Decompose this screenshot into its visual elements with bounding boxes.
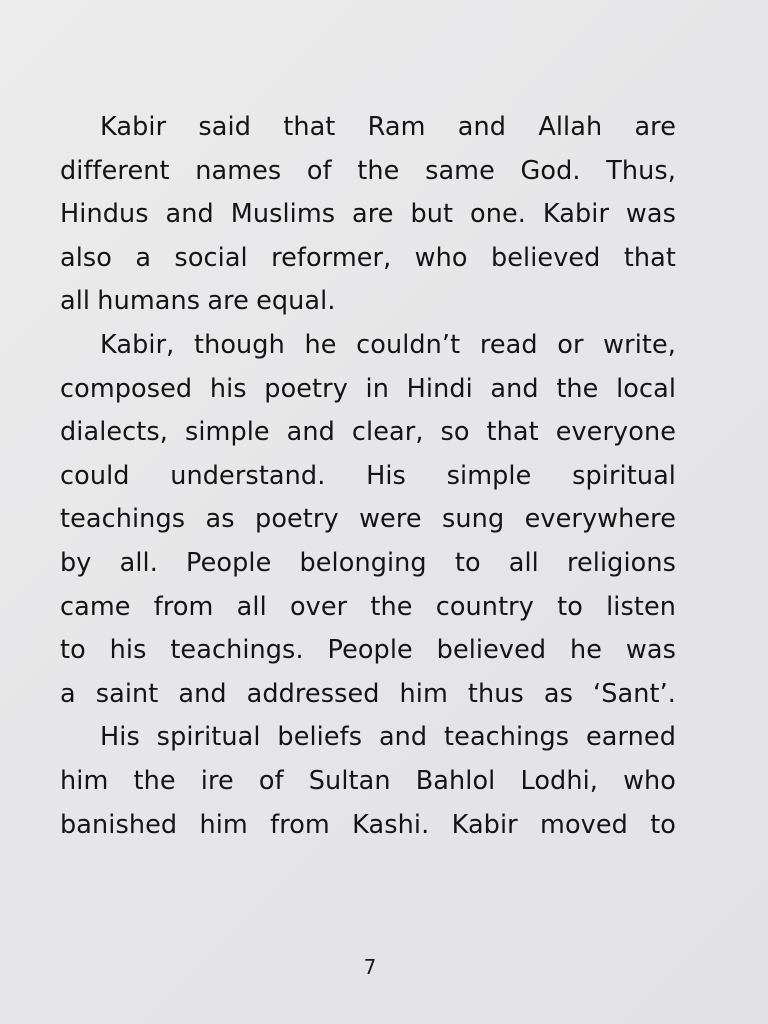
text-line: a saint and addressed him thus as ‘Sant’. — [60, 678, 676, 709]
text-line: all humans are equal. — [60, 286, 336, 317]
text-line: banished him from Kashi. Kabir moved to — [60, 809, 676, 840]
text-line: His spiritual beliefs and teachings earned — [100, 722, 676, 753]
text-line: to his teachings. People believed he was — [60, 635, 676, 666]
text-line: by all. People belonging to all religions — [60, 547, 676, 578]
page-number: 7 — [363, 955, 377, 979]
text-line: came from all over the country to listen — [60, 591, 676, 622]
body-text — [60, 106, 676, 847]
text-line: him the ire of Sultan Bahlol Lodhi, who — [60, 765, 676, 796]
paragraph-1 — [60, 106, 676, 324]
text-line: Kabir said that Ram and Allah are — [100, 112, 676, 142]
text-line: different names of the same God. Thus, — [60, 155, 676, 186]
text-line: also a social reformer, who believed that — [60, 242, 676, 273]
paragraph-2 — [60, 324, 676, 716]
text-line: Kabir, though he couldn’t read or write, — [100, 329, 676, 360]
text-line: teachings as poetry were sung everywhere — [60, 504, 676, 535]
text-line: dialects, simple and clear, so that everyone — [60, 417, 676, 448]
text-line: composed his poetry in Hindi and the local — [60, 373, 676, 404]
paragraph-3 — [60, 716, 676, 847]
text-line: could understand. His simple spiritual — [60, 460, 676, 491]
text-line: Hindus and Muslims are but one. Kabir was — [60, 199, 676, 230]
